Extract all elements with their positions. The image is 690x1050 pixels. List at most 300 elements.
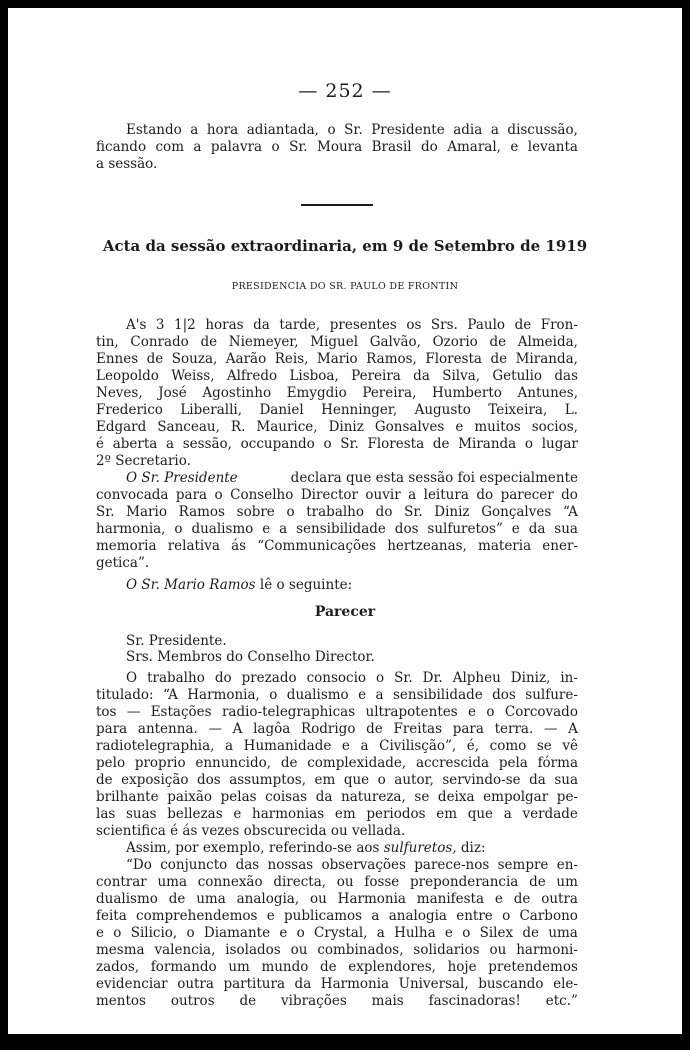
word: adiantada, — [246, 122, 319, 138]
word: socios, — [531, 419, 578, 435]
word: sobre — [236, 504, 275, 520]
body-line — [96, 704, 578, 720]
word: e — [444, 925, 453, 941]
word: analogia — [388, 908, 447, 924]
word: Neves, — [96, 385, 143, 401]
word: Floresta — [425, 351, 482, 367]
word: Agostinho — [202, 385, 272, 401]
word: Getulio — [492, 368, 543, 384]
word: o — [271, 139, 280, 155]
prev-session-line: a sessão. — [96, 156, 158, 172]
attendance-line — [96, 402, 578, 418]
word: harmoni- — [516, 942, 578, 958]
section-divider — [301, 204, 373, 206]
word: uma — [548, 925, 578, 941]
body-line — [96, 687, 578, 703]
word: sulfure- — [525, 687, 578, 703]
word: a — [490, 122, 499, 138]
word: de — [200, 334, 218, 350]
word: fórma — [537, 755, 578, 771]
word: ou — [310, 891, 327, 907]
word: fosse — [364, 874, 400, 890]
word: radio-telegraphicas — [221, 704, 356, 720]
word: Henninger, — [321, 402, 398, 418]
word: da — [529, 772, 546, 788]
word: Silva, — [442, 368, 481, 384]
word: Harmonia — [337, 891, 406, 907]
word: o — [174, 521, 183, 537]
word: Estando — [126, 122, 182, 138]
word: Civilisção”, — [379, 738, 457, 754]
word: com — [155, 139, 184, 155]
word: assumptos, — [229, 772, 307, 788]
word: em — [436, 806, 458, 822]
word: O — [126, 670, 138, 686]
word: leitura — [423, 487, 469, 503]
word: de — [489, 334, 507, 350]
word: Frederico — [96, 402, 163, 418]
word: mais — [371, 993, 404, 1009]
quote-line — [96, 925, 578, 941]
word: convocada — [96, 487, 169, 503]
word: a — [371, 908, 380, 924]
word: e — [266, 908, 275, 924]
word: de — [320, 959, 337, 975]
word: o — [327, 122, 336, 138]
word: o — [462, 925, 471, 941]
word: combinados, — [317, 942, 404, 958]
word: a — [375, 687, 384, 703]
word: complexidade, — [307, 755, 407, 771]
body-line — [96, 806, 578, 822]
word: Teixeira, — [488, 402, 548, 418]
word: Alfredo — [226, 368, 278, 384]
word: coisas — [265, 789, 308, 805]
word: publicamos — [284, 908, 363, 924]
word: o — [377, 772, 386, 788]
word: do — [561, 487, 578, 503]
word: occupando — [240, 436, 315, 452]
word: a — [376, 925, 385, 941]
word: nossas — [267, 857, 314, 873]
word: Sr. — [404, 504, 423, 520]
word: fascinadoras! — [428, 993, 521, 1009]
word: trabalho — [147, 670, 205, 686]
word: outros — [170, 993, 215, 1009]
word: dos — [492, 687, 516, 703]
word: Diniz — [328, 419, 364, 435]
word: de — [513, 891, 531, 907]
word: José — [158, 385, 187, 401]
word: de — [146, 351, 164, 367]
word: ás — [231, 538, 247, 554]
word: sempre — [497, 857, 549, 873]
word: lagôa — [253, 721, 291, 737]
word: mentos — [96, 993, 146, 1009]
word: ultrapotentes — [365, 704, 458, 720]
word: feita — [96, 908, 127, 924]
word: lugar — [541, 436, 578, 452]
word: explendores, — [348, 959, 436, 975]
word: como — [489, 738, 527, 754]
word: da — [413, 368, 430, 384]
word: o — [113, 925, 122, 941]
word: Director — [300, 487, 358, 503]
word: Sr. — [340, 436, 359, 452]
word: memoria — [96, 538, 157, 554]
word: da — [253, 317, 270, 333]
word: Conselho — [230, 487, 294, 503]
word: levanta — [527, 139, 578, 155]
word: palavra — [210, 139, 263, 155]
word: pelo — [96, 755, 126, 771]
word: o — [502, 908, 511, 924]
attendance-line: 2º Secretario. — [96, 453, 191, 469]
word: é — [96, 436, 104, 452]
word: ele- — [553, 976, 578, 992]
word: para — [175, 487, 208, 503]
attendance-line — [96, 351, 578, 367]
word: dualismo — [286, 687, 349, 703]
word: pelas — [220, 789, 257, 805]
word: que — [467, 806, 494, 822]
parecer-heading: Parecer — [314, 604, 376, 620]
word: Humanidade — [243, 738, 332, 754]
word: — — [208, 721, 222, 737]
word: ou — [489, 942, 507, 958]
word: tin, — [96, 334, 119, 350]
word: Harmonia — [320, 976, 390, 992]
word: tarde, — [279, 317, 321, 333]
word: Sr. — [394, 670, 413, 686]
word: muitos — [474, 419, 521, 435]
quote-line — [96, 874, 578, 890]
word: Sr. — [344, 122, 363, 138]
word: e — [511, 521, 520, 537]
word: outra — [541, 891, 578, 907]
word: e — [455, 419, 464, 435]
word: o — [269, 687, 278, 703]
attendance-line — [96, 419, 578, 435]
word: Weiss, — [171, 368, 215, 384]
attendance-line — [96, 385, 578, 401]
word: “Do — [126, 857, 152, 873]
word: do — [375, 504, 393, 520]
word: sessão, — [182, 436, 232, 452]
word: R. — [230, 419, 246, 435]
word: de — [522, 925, 540, 941]
word: L. — [564, 402, 578, 418]
prev-session-line — [96, 139, 578, 155]
quote-line — [96, 993, 578, 1009]
word: Augusto — [414, 402, 471, 418]
word: sensibilidade — [296, 521, 386, 537]
word: vê — [562, 738, 578, 754]
word: Ennes — [96, 351, 139, 367]
word: entre — [456, 908, 493, 924]
word: Ramos, — [366, 351, 417, 367]
word: in- — [560, 670, 578, 686]
word: e — [510, 139, 519, 155]
word: materia — [478, 538, 532, 554]
word: A — [232, 721, 243, 737]
president-line — [96, 538, 578, 554]
word: de — [490, 351, 508, 367]
word: Brasil — [371, 139, 412, 155]
word: terra. — [494, 721, 534, 737]
body-para2-line — [126, 840, 486, 856]
word: a — [360, 738, 369, 754]
word: Miranda, — [515, 351, 578, 367]
page-number: — 252 — — [298, 80, 392, 102]
body-line — [96, 738, 578, 754]
body-line — [96, 772, 578, 788]
word: Daniel — [259, 402, 304, 418]
word: antenna. — [137, 721, 198, 737]
word: Diniz, — [510, 670, 551, 686]
quote-line — [96, 976, 578, 992]
word: a — [408, 487, 417, 503]
word: Sanceau, — [157, 419, 220, 435]
word: de — [168, 891, 186, 907]
word: deixa — [437, 789, 475, 805]
word: autor, — [394, 772, 434, 788]
word: e — [494, 891, 503, 907]
word: da — [528, 521, 546, 537]
session-title: Acta da sessão extraordinaria, em 9 de Setembro de 1919 — [102, 237, 588, 255]
word: solidarios — [413, 942, 480, 958]
word: de — [514, 317, 532, 333]
document-page — [8, 8, 682, 1034]
word: exposição — [121, 772, 189, 788]
word: discussão, — [507, 122, 578, 138]
word: valencia, — [154, 942, 216, 958]
word: do — [421, 139, 438, 155]
quote-line — [126, 857, 578, 873]
word: em — [334, 806, 356, 822]
word: Moura — [317, 139, 363, 155]
word: hora — [206, 122, 239, 138]
word: A — [568, 721, 578, 737]
word: para — [96, 721, 128, 737]
ramos-line — [126, 577, 352, 593]
presidency-line: PRESIDENCIA DO SR. PAULO DE FRONTIN — [231, 281, 459, 292]
word: adia — [453, 122, 483, 138]
word: hoje — [447, 959, 477, 975]
word: dualismo — [96, 891, 158, 907]
word: o — [214, 487, 223, 503]
word: contrar — [96, 874, 147, 890]
word: sua — [554, 521, 578, 537]
word: radiotelegraphia, — [96, 738, 215, 754]
quote-line — [96, 959, 578, 975]
word: Liberalli, — [180, 402, 243, 418]
word: Fron- — [540, 317, 578, 333]
word: Corcovado — [504, 704, 578, 720]
word: Antunes, — [517, 385, 578, 401]
word: — — [126, 704, 141, 720]
body-line: scientifica é ás vezes obscurecida ou vellada. — [96, 823, 406, 839]
word: e — [341, 738, 350, 754]
quote-line — [96, 942, 578, 958]
word: Emygdio — [286, 385, 347, 401]
word: A's — [126, 317, 147, 333]
word: las — [96, 806, 116, 822]
word: manifesta — [416, 891, 485, 907]
word: da — [294, 976, 312, 992]
word: Leopoldo — [96, 368, 159, 384]
word: “A — [562, 504, 578, 520]
word: um — [556, 874, 578, 890]
word: dos — [197, 772, 221, 788]
word: Mario — [126, 504, 167, 520]
word: mesma — [96, 942, 145, 958]
word: das — [235, 857, 260, 873]
word: uma — [157, 874, 188, 890]
word: bellezas — [167, 806, 223, 822]
word: Silex — [479, 925, 514, 941]
word: o — [486, 704, 495, 720]
president-line — [96, 487, 578, 503]
word: analogia, — [236, 891, 300, 907]
word: 3 — [155, 317, 165, 333]
word: comprehendemos — [136, 908, 258, 924]
word: isolados — [225, 942, 281, 958]
word: vibrações — [281, 993, 347, 1009]
word: Ramos — [178, 504, 225, 520]
president-line-1 — [126, 470, 578, 486]
word: Paulo — [467, 317, 506, 333]
word: evidenciar — [96, 976, 168, 992]
word: harmonias — [252, 806, 325, 822]
body-para2-end: diz: — [460, 840, 486, 856]
word: Pereira, — [362, 385, 417, 401]
president-line — [96, 521, 578, 537]
word: Alpheu — [452, 670, 501, 686]
word: pela — [498, 755, 528, 771]
word: preponderancia — [410, 874, 519, 890]
word: prezado — [241, 670, 297, 686]
word: Miguel — [310, 334, 359, 350]
word: empolgar — [483, 789, 549, 805]
word: Amaral, — [447, 139, 501, 155]
word: servindo-se — [442, 772, 521, 788]
word: a — [190, 122, 199, 138]
word: de — [432, 436, 450, 452]
ramos-speaker: O Sr. Mario Ramos — [126, 577, 256, 593]
word: Almeida, — [517, 334, 578, 350]
word: do — [476, 487, 494, 503]
word: zados, — [96, 959, 140, 975]
word: sua — [554, 772, 578, 788]
salutation-line: Srs. Membros do Conselho Director. — [126, 649, 375, 665]
word: Maurice, — [256, 419, 318, 435]
quote-line — [96, 908, 578, 924]
word: de — [96, 772, 113, 788]
word: dos — [394, 521, 419, 537]
attendance-line — [126, 317, 578, 333]
attendance-line — [96, 334, 578, 350]
body-para2-term: sulfuretos, — [383, 840, 457, 856]
word: a — [165, 436, 175, 452]
word: Conrado — [130, 334, 189, 350]
word: de — [239, 993, 257, 1009]
word: Universal, — [398, 976, 469, 992]
word: — — [543, 721, 558, 737]
word: Ozorio — [432, 334, 478, 350]
word: um — [228, 959, 250, 975]
word: titulado: — [96, 687, 154, 703]
word: e — [279, 925, 288, 941]
word: Edgard — [96, 419, 147, 435]
word: a — [193, 139, 202, 155]
word: horas — [205, 317, 244, 333]
word: de — [366, 721, 383, 737]
word: observações — [321, 857, 406, 873]
president-speaker: O Sr. Presidente — [126, 470, 238, 486]
word: suas — [125, 806, 157, 822]
word: Mario — [316, 351, 358, 367]
word: etc.” — [545, 993, 578, 1009]
word: sulfuretos” — [427, 521, 503, 537]
word: e — [233, 806, 242, 822]
word: Diamante — [203, 925, 271, 941]
word: paixão — [167, 789, 213, 805]
word: Crystal, — [314, 925, 368, 941]
word: Pereira — [351, 368, 401, 384]
word: o — [296, 925, 305, 941]
word: os — [406, 317, 422, 333]
word: consocio — [306, 670, 367, 686]
word: Rodrigo — [300, 721, 356, 737]
word: Hulha — [394, 925, 436, 941]
word: e — [468, 704, 477, 720]
word: o — [186, 925, 195, 941]
word: para — [452, 721, 484, 737]
president-line: getica”. — [96, 555, 150, 571]
word: Dr. — [422, 670, 443, 686]
word: Freitas — [393, 721, 442, 737]
word: das — [554, 368, 578, 384]
word: ficando — [96, 139, 147, 155]
word: Srs. — [430, 317, 458, 333]
word: pretendemos — [488, 959, 578, 975]
word: Sr. — [289, 139, 308, 155]
word: en- — [556, 857, 578, 873]
word: ener- — [542, 538, 578, 554]
body-para2-start: Assim, por exemplo, referindo-se aos — [126, 840, 380, 856]
body-line — [126, 670, 578, 686]
word: Diniz — [434, 504, 470, 520]
word: ouvir — [365, 487, 401, 503]
word: sensibilidade — [392, 687, 483, 703]
word: Reis, — [274, 351, 309, 367]
word: a — [225, 738, 234, 754]
word: accrescida — [415, 755, 490, 771]
word: directa, — [273, 874, 327, 890]
body-line — [96, 721, 578, 737]
word: 1|2 — [174, 317, 196, 333]
word: ennuncido, — [195, 755, 272, 771]
word: tos — [96, 704, 117, 720]
word: Harmonia, — [187, 687, 260, 703]
word: natureza, — [341, 789, 406, 805]
word: ou — [290, 942, 308, 958]
quote-line — [96, 891, 578, 907]
word: o — [524, 436, 534, 452]
word: a — [503, 806, 512, 822]
word: da — [315, 789, 333, 805]
